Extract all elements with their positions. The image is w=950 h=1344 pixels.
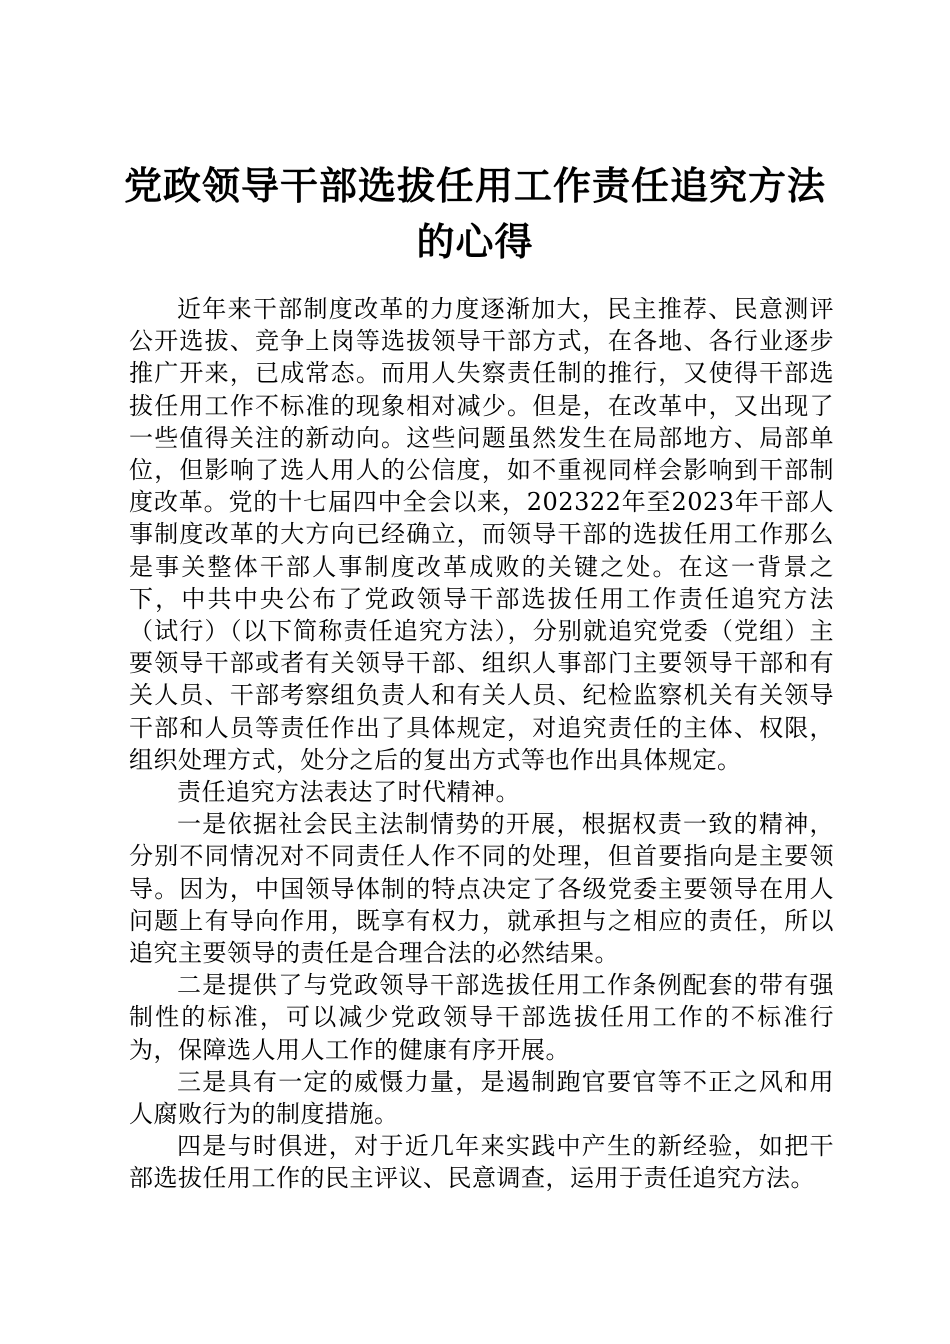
paragraph-intro: 近年来干部制度改革的力度逐渐加大，民主推荐、民意测评公开选拔、竞争上岗等选拔领导干部方式，在各地、各行业逐步推广开来，已成常态。而用人失察责任制的推行，又使得干部选拔任用工作不标准的现象相对减少。但是，在改革中，又出现了一些值得关注的新动向。这些问题虽然发生在局部地方、局部单位，但影响了选人用人的公信度，如不重视同样会影响到干部制度改革。党的十七届四中全会以来，202322年至2023年干部人事制度改革的大方向已经确立，而领导干部的选拔任用工作那么是事关整体干部人事制度改革成败的关键之处。在这一背景之下，中共中央公布了党政领导干部选拔任用工作责任追究方法（试行）（以下简称责任追究方法），分别就追究党委（党组）主要领导干部或者有关领导干部、组织人事部门主要领导干部和有关人员、干部考察组负责人和有关人员、纪检监察机关有关领导干部和人员等责任作出了具体规定，对追究责任的主体、权限，组织处理方式，处分之后的复出方式等也作出具体规定。 bbox=[129, 295, 834, 774]
paragraph-point-one: 一是依据社会民主法制情势的开展，根据权责一致的精神，分别不同情况对不同责任人作不同的处理，但首要指向是主要领导。因为，中国领导体制的特点决定了各级党委主要领导在用人问题上有导向作用，既享有权力，就承担与之相应的责任，所以追究主要领导的责任是合理合法的必然结果。 bbox=[129, 810, 834, 968]
paragraph-spirit: 责任追究方法表达了时代精神。 bbox=[177, 778, 520, 807]
paragraph-point-two: 二是提供了与党政领导干部选拔任用工作条例配套的带有强制性的标准，可以减少党政领导干部选拔任用工作的不标准行为，保障选人用人工作的健康有序开展。 bbox=[129, 971, 834, 1064]
paragraph-point-three: 三是具有一定的威慑力量，是遏制跑官要官等不正之风和用人腐败行为的制度措施。 bbox=[129, 1067, 834, 1129]
paragraph-point-four: 四是与时俱进，对于近几年来实践中产生的新经验，如把干部选拔任用工作的民主评议、民意调查，运用于责任追究方法。 bbox=[129, 1132, 834, 1193]
document-body bbox=[129, 293, 834, 1195]
document-title: 党政领导干部选拔任用工作责任追究方法的心得 bbox=[123, 163, 826, 264]
